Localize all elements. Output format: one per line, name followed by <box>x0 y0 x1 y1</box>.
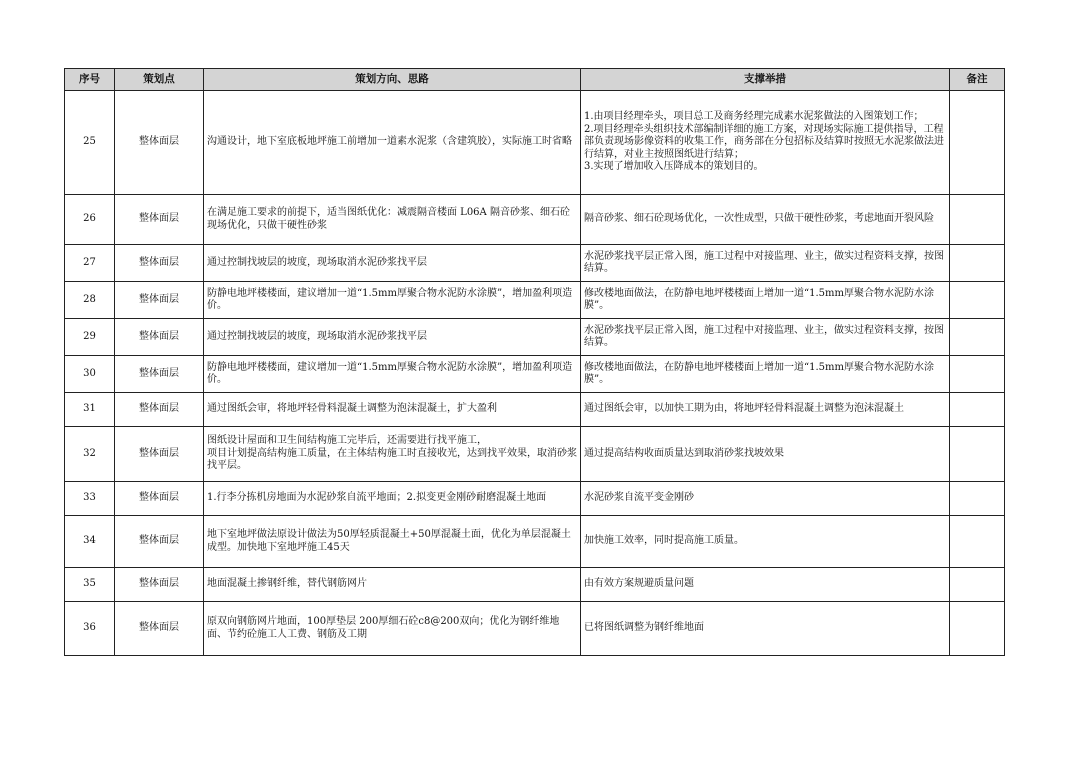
row-support <box>581 245 950 282</box>
row-number: 33 <box>65 482 115 516</box>
row-direction <box>204 245 581 282</box>
header-support: 支撑举措 <box>581 69 950 91</box>
table-row <box>65 319 1005 356</box>
row-planning-point: 整体面层 <box>115 568 204 602</box>
header-direction: 策划方向、思路 <box>204 69 581 91</box>
table-row <box>65 568 1005 602</box>
row-support-line: 由有效方案规避质量问题 <box>584 578 694 590</box>
table-row <box>65 195 1005 245</box>
row-note <box>950 393 1005 427</box>
row-support-line: 水泥砂浆找平层正常入图，施工过程中对接监理、业主，做实过程资料支撑，按图结算。 <box>584 324 944 348</box>
row-direction <box>204 356 581 393</box>
row-support <box>581 568 950 602</box>
row-support <box>581 319 950 356</box>
row-direction <box>204 195 581 245</box>
table-row <box>65 427 1005 482</box>
table-row <box>65 602 1005 656</box>
row-number: 35 <box>65 568 115 602</box>
row-number: 25 <box>65 91 115 195</box>
row-planning-point: 整体面层 <box>115 482 204 516</box>
row-planning-point: 整体面层 <box>115 356 204 393</box>
row-support-line: 水泥砂浆找平层正常入图，施工过程中对接监理、业主，做实过程资料支撑，按图结算。 <box>584 250 944 274</box>
row-direction-line: 地下室地坪做法原设计做法为50厚轻质混凝土+50厚混凝土面，优化为单层混凝土成型。加快地下室地坪施工45天 <box>207 529 571 553</box>
row-direction-line: 通过控制找坡层的坡度，现场取消水泥砂浆找平层 <box>207 256 427 268</box>
row-direction <box>204 393 581 427</box>
table-row <box>65 282 1005 319</box>
row-planning-point: 整体面层 <box>115 91 204 195</box>
row-note <box>950 427 1005 482</box>
row-planning-point: 整体面层 <box>115 516 204 568</box>
row-support-line: 通过提高结构收面质量达到取消砂浆找坡效果 <box>584 447 784 459</box>
row-note <box>950 482 1005 516</box>
row-number: 32 <box>65 427 115 482</box>
row-direction-line: 原双向钢筋网片地面，100厚垫层 200厚细石砼c8@200双向；优化为钢纤维地面、节约砼施工人工费、钢筋及工期 <box>207 616 560 640</box>
row-direction <box>204 282 581 319</box>
row-support-line: 通过图纸会审，以加快工期为由，将地坪轻骨料混凝土调整为泡沫混凝土 <box>584 403 904 415</box>
row-planning-point: 整体面层 <box>115 245 204 282</box>
table-row <box>65 91 1005 195</box>
row-direction-line: 防静电地坪楼楼面，建议增加一道“1.5mm厚聚合物水泥防水涂膜”，增加盈利项造价。 <box>207 287 573 311</box>
row-note <box>950 516 1005 568</box>
row-direction <box>204 482 581 516</box>
row-number: 36 <box>65 602 115 656</box>
row-note <box>950 91 1005 195</box>
row-support-line: 加快施工效率，同时提高施工质量。 <box>584 535 744 547</box>
row-note <box>950 602 1005 656</box>
row-direction-line: 1.行李分拣机房地面为水泥砂浆自流平地面；2.拟变更金刚砂耐磨混凝土地面 <box>207 492 547 504</box>
row-number: 31 <box>65 393 115 427</box>
row-support-line: 2.项目经理牵头组织技术部编制详细的施工方案，对现场实际施工提供指导，工程部负责现场影像资料的收集工作，商务部在分包招标及结算时按照无水泥浆做法进行结算，对业主按照图纸进行结算； <box>584 123 944 160</box>
row-note <box>950 245 1005 282</box>
row-note <box>950 356 1005 393</box>
row-direction <box>204 568 581 602</box>
row-note <box>950 282 1005 319</box>
row-support-line: 3.实现了增加收入压降成本的策划目的。 <box>584 161 764 173</box>
row-direction-line: 在满足施工要求的前提下，适当图纸优化：减震隔音楼面 L06A 隔音砂浆、细石砼现场优化，只做干硬性砂浆 <box>207 207 570 231</box>
row-support-line: 修改楼地面做法，在防静电地坪楼楼面上增加一道“1.5mm厚聚合物水泥防水涂膜”。 <box>584 361 934 385</box>
row-planning-point: 整体面层 <box>115 393 204 427</box>
row-number: 34 <box>65 516 115 568</box>
row-support <box>581 195 950 245</box>
row-support-line: 已将图纸调整为钢纤维地面 <box>584 622 704 634</box>
table-body <box>65 91 1005 656</box>
row-support-line: 水泥砂浆自流平变金刚砂 <box>584 492 694 504</box>
header-row <box>65 69 1005 91</box>
row-support <box>581 282 950 319</box>
row-planning-point: 整体面层 <box>115 427 204 482</box>
row-number: 30 <box>65 356 115 393</box>
row-direction <box>204 319 581 356</box>
row-support-line: 隔音砂浆、细石砼现场优化，一次性成型，只做干硬性砂浆，考虑地面开裂风险 <box>584 213 934 225</box>
row-note <box>950 319 1005 356</box>
row-planning-point: 整体面层 <box>115 319 204 356</box>
row-direction-line: 通过图纸会审，将地坪轻骨料混凝土调整为泡沫混凝土，扩大盈利 <box>207 403 497 415</box>
row-direction <box>204 516 581 568</box>
row-support-line: 修改楼地面做法，在防静电地坪楼楼面上增加一道“1.5mm厚聚合物水泥防水涂膜”。 <box>584 287 934 311</box>
row-note <box>950 195 1005 245</box>
row-direction-line: 图纸设计屋面和卫生间结构施工完毕后，还需要进行找平施工， <box>207 435 487 447</box>
row-direction-line: 沟通设计，地下室底板地坪施工前增加一道素水泥浆（含建筑胶），实际施工时省略 <box>207 136 572 148</box>
table-row <box>65 482 1005 516</box>
row-support <box>581 602 950 656</box>
table-row <box>65 356 1005 393</box>
table-row <box>65 393 1005 427</box>
row-support-line: 1.由项目经理牵头，项目总工及商务经理完成素水泥浆做法的入图策划工作； <box>584 111 924 123</box>
row-direction-line: 项目计划提高结构施工质量，在主体结构施工时直接收光，达到找平效果，取消砂浆找平层。 <box>207 447 577 472</box>
row-direction-line: 防静电地坪楼楼面，建议增加一道“1.5mm厚聚合物水泥防水涂膜”，增加盈利项造价。 <box>207 361 573 385</box>
row-support <box>581 393 950 427</box>
row-direction-line: 地面混凝土掺钢纤维，替代钢筋网片 <box>207 578 367 590</box>
row-direction <box>204 602 581 656</box>
header-num: 序号 <box>65 69 115 91</box>
row-support <box>581 482 950 516</box>
row-support <box>581 356 950 393</box>
row-support <box>581 516 950 568</box>
header-point: 策划点 <box>115 69 204 91</box>
row-number: 29 <box>65 319 115 356</box>
planning-table <box>64 68 1005 656</box>
row-support <box>581 91 950 195</box>
row-planning-point: 整体面层 <box>115 282 204 319</box>
table-row <box>65 245 1005 282</box>
row-direction <box>204 427 581 482</box>
row-planning-point: 整体面层 <box>115 195 204 245</box>
row-direction <box>204 91 581 195</box>
row-direction-line: 通过控制找坡层的坡度，现场取消水泥砂浆找平层 <box>207 330 427 342</box>
header-note: 备注 <box>950 69 1005 91</box>
row-number: 27 <box>65 245 115 282</box>
row-support <box>581 427 950 482</box>
row-number: 28 <box>65 282 115 319</box>
row-number: 26 <box>65 195 115 245</box>
table-row <box>65 516 1005 568</box>
table-header <box>65 69 1005 91</box>
row-planning-point: 整体面层 <box>115 602 204 656</box>
row-note <box>950 568 1005 602</box>
